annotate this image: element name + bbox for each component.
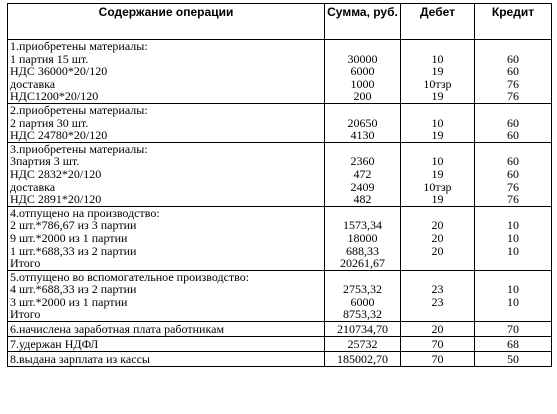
operation-line-text: НДС 36000*20/120 [10,64,108,79]
operation-sum: 185002,70 [325,352,401,367]
operation-line-credit: 76 [507,179,519,194]
operation-line-sum: 4130 [350,128,375,143]
operation-line-debit: 23 [431,282,444,297]
operation-line-sum: 482 [353,192,372,207]
operation-line-debit: 20 [431,230,444,245]
operation-line-credit: 60 [507,115,519,130]
operation-line-debit: 10тзр [423,179,452,194]
operation-line-credit: 60 [507,166,519,181]
operation-debit: 70 [401,352,475,367]
operation-line-credit: 10 [507,230,519,245]
table-header [8,4,552,40]
operation-line-debit: 10 [431,115,444,130]
operation-line-text: НДС 2832*20/120 [10,166,102,181]
operation-line-credit: 76 [507,89,519,104]
operation-debit [401,270,475,321]
operation-sum [325,142,401,206]
operation-line-debit: 19 [431,64,444,79]
operation-line-sum: 6000 [350,64,375,79]
operation-title: 2.приобретены материалы: [10,102,148,117]
operation-line-text: 2 шт.*786,67 из 3 партии [10,218,137,233]
operation-debit [401,103,475,142]
operation-line-sum: 1573,34 [343,218,382,233]
operation-line-debit: 20 [431,218,444,233]
operation-single-row [8,322,552,337]
operation-line-text: доставка [10,179,56,194]
operation-line-sum: 1000 [350,76,375,91]
operation-line-debit: 10 [431,154,444,169]
operation-line-debit: 20 [431,243,444,258]
operation-title: 1.приобретены материалы: [10,39,148,53]
operation-line-sum: 688,33 [346,243,379,258]
operation-line-credit: 10 [507,243,519,258]
operation-title: 3.приобретены материалы: [10,141,148,156]
operation-line-sum: 8753,32 [343,307,382,322]
header-debit: Дебет [401,4,475,40]
operation-line-credit: 10 [507,294,519,309]
operation-line-debit: 10тзр [423,76,452,91]
operation-sum: 25732 [325,337,401,352]
operation-line-debit: 19 [431,89,444,104]
blank-line [327,104,398,117]
operation-line-sum: 18000 [347,230,378,245]
operation-group-row [8,142,552,206]
operation-credit [475,103,552,142]
operation-line-credit [477,308,549,321]
operation-line-text: 1 партия 15 шт. [10,51,89,66]
operation-line-debit [403,257,472,270]
operation-sum [325,206,401,270]
operation-credit: 68 [475,337,552,352]
operation-line-sum: 30000 [347,51,378,66]
operation-line-text: 2 партия 30 шт. [10,115,89,130]
header-description: Содержание операции [8,4,325,40]
operation-line-sum: 472 [353,166,372,181]
operation-line-text: 3партия 3 шт. [10,154,80,169]
operation-description [8,206,325,270]
operation-description [8,103,325,142]
operation-debit [401,40,475,104]
operation-title: 4.отпущено на производство: [10,205,160,220]
operation-title: 5.отпущено во вспомогательное производство: [10,269,250,284]
operation-line-sum: 2409 [350,179,375,194]
operation-description [8,142,325,206]
operation-description: 8.выдана зарплата из кассы [8,352,325,367]
operation-line-text: 4 шт.*688,33 из 2 партии [10,282,137,297]
blank-line [403,40,472,53]
operation-line-text: НДС 24780*20/120 [10,128,108,143]
operation-line-credit: 10 [507,282,519,297]
operation-line-text: 3 шт.*2000 из 1 партии [10,294,128,309]
operation-sum [325,103,401,142]
operations-table [7,3,552,367]
operation-line-text: НДС 2891*20/120 [10,192,102,207]
header-row [8,4,552,40]
operation-line-debit: 23 [431,294,444,309]
operation-line-text: доставка [10,76,56,91]
operation-line-text: 9 шт.*2000 из 1 партии [10,230,128,245]
header-sum: Сумма, руб. [325,4,401,40]
operation-description: 6.начислена заработная плата работникам [8,322,325,337]
operation-line-credit [477,257,549,270]
operation-line-debit: 19 [431,166,444,181]
operation-credit [475,142,552,206]
operation-description [8,40,325,104]
operation-group-row [8,103,552,142]
operation-group-row [8,206,552,270]
operation-line-text: НДС1200*20/120 [10,89,99,104]
operation-sum [325,270,401,321]
operation-credit: 50 [475,352,552,367]
blank-line [327,40,398,53]
operation-single-row [8,337,552,352]
operation-line-credit: 60 [507,128,519,143]
operation-debit [401,142,475,206]
operation-group-row [8,270,552,321]
header-credit: Кредит [475,4,552,40]
blank-line [477,40,549,53]
operation-line-sum: 2753,32 [343,282,382,297]
operation-group-row [8,40,552,104]
operation-credit [475,206,552,270]
operation-line-sum: 20650 [347,115,378,130]
operation-line-debit: 19 [431,192,444,207]
operation-sum: 210734,70 [325,322,401,337]
operation-credit: 70 [475,322,552,337]
operation-line-credit: 60 [507,154,519,169]
operation-sum [325,40,401,104]
operation-credit [475,270,552,321]
operation-line-credit: 76 [507,192,519,207]
blank-line [477,104,549,117]
operation-line-text: Итого [10,307,41,322]
operation-line-sum: 20261,67 [340,256,385,271]
operation-line-sum: 6000 [350,294,375,309]
operation-debit: 20 [401,322,475,337]
operation-line-sum: 2360 [350,154,375,169]
operation-line-debit: 19 [431,128,444,143]
operation-line-text: 1 шт.*688,33 из 2 партии [10,243,137,258]
operation-single-row [8,352,552,367]
operation-line-sum: 200 [353,89,372,104]
blank-line [403,104,472,117]
operation-line-credit: 76 [507,76,519,91]
operation-line-credit: 10 [507,218,519,233]
operation-credit [475,40,552,104]
operation-debit: 70 [401,337,475,352]
operation-description [8,270,325,321]
table-body [8,40,552,367]
operation-description: 7.удержан НДФЛ [8,337,325,352]
operation-line-credit: 60 [507,51,519,66]
operation-line-debit [403,308,472,321]
operation-debit [401,206,475,270]
operation-line-text: Итого [10,256,41,271]
operation-line-credit: 60 [507,64,519,79]
operation-line-debit: 10 [431,51,444,66]
